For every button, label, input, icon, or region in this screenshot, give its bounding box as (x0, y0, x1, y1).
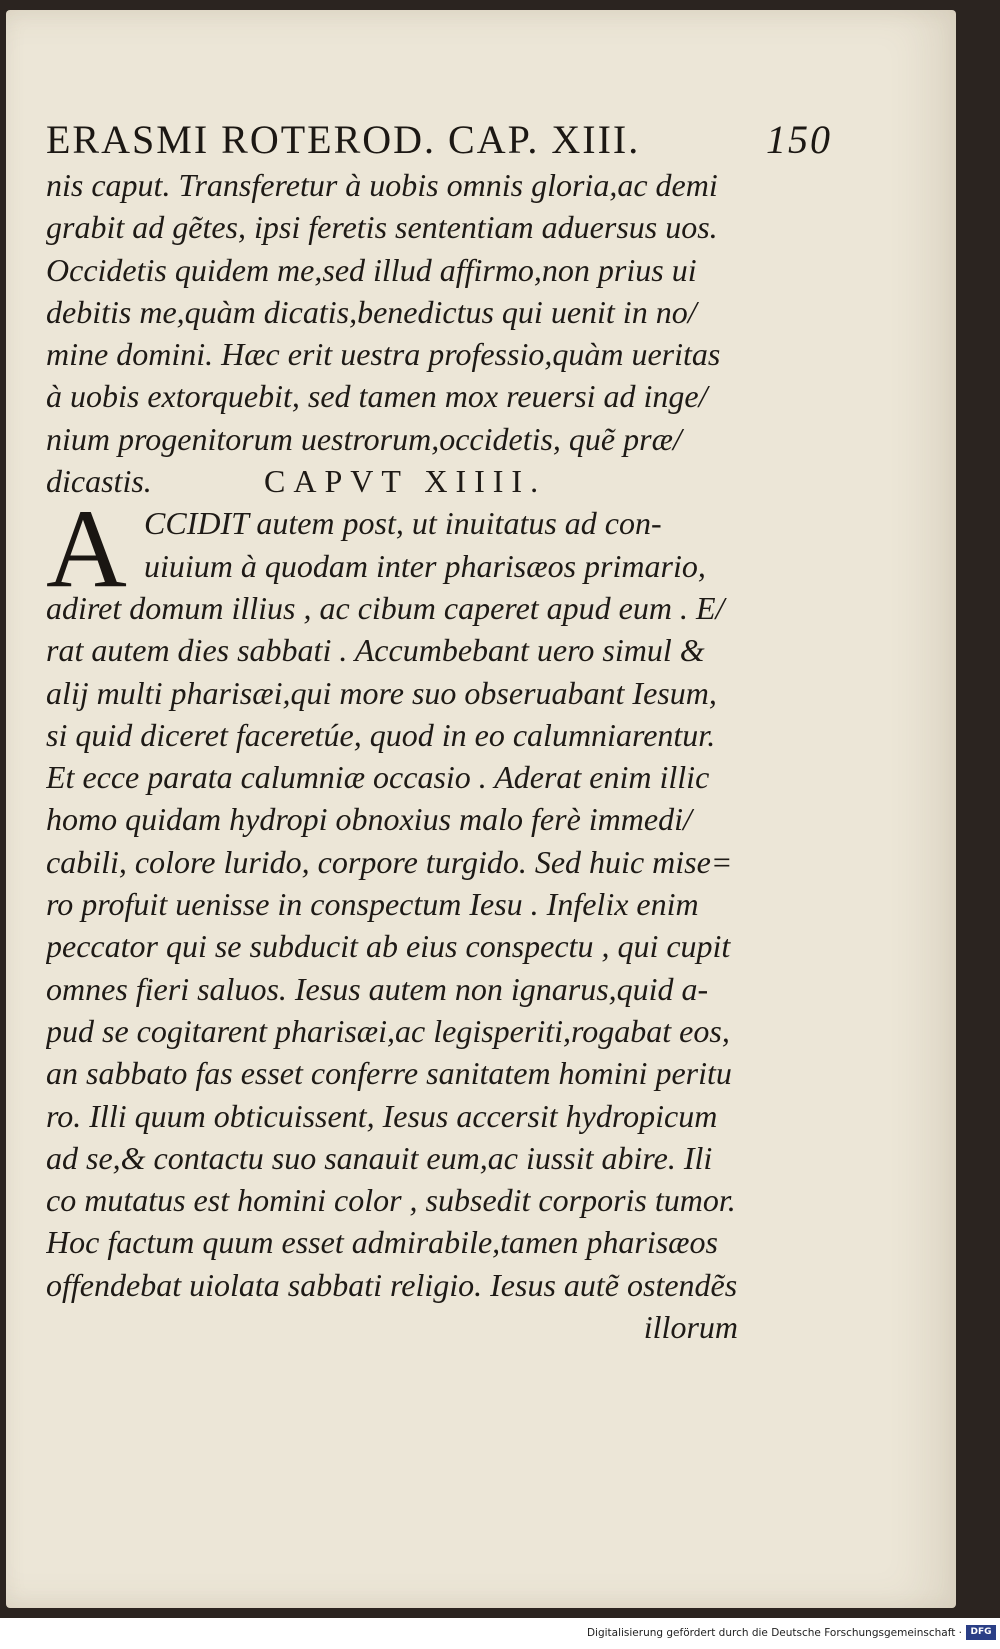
chapter-heading: CAPVT XIIII. (264, 463, 547, 500)
text-line: peccator qui se subducit ab eius conspectu , qui cupit (46, 928, 731, 965)
text-line: co mutatus est homini color , subsedit corporis tumor. (46, 1182, 736, 1219)
text-line: alij multi pharisæi,qui more suo obseruabant Iesum, (46, 674, 717, 711)
text-line: Occidetis quidem me,sed illud affirmo,non prius ui (46, 251, 697, 288)
text-line: ro profuit uenisse in conspectum Iesu . Infelix enim (46, 886, 699, 923)
text-line: si quid diceret faceretúe, quod in eo calumniarentur. (46, 716, 716, 753)
text-line: ad se,& contactu suo sanauit eum,ac iussit abire. Ili (46, 1139, 713, 1176)
text-line: an sabbato fas esset conferre sanitatem homini peritu (46, 1055, 732, 1092)
book-page (6, 10, 956, 1608)
text-line: omnes fieri saluos. Iesus autem non ignarus,quid a- (46, 970, 709, 1007)
text-line: offendebat uiolata sabbati religio. Iesus autẽ ostendẽs (46, 1266, 738, 1303)
digitization-footer (0, 1618, 1000, 1649)
funding-credit: Digitalisierung gefördert durch die Deutsche Forschungsgemeinschaft · (586, 1627, 962, 1639)
text-line: Hoc factum quum esset admirabile,tamen pharisæos (46, 1224, 718, 1261)
text-line: pud se cogitarent pharisæi,ac legisperiti,rogabat eos, (46, 1012, 730, 1049)
running-title: ERASMI ROTEROD. CAP. XIII. (46, 117, 641, 162)
text-line: CCIDIT autem post, ut inuitatus ad con- (144, 505, 662, 542)
text-line: dicastis. (46, 463, 152, 500)
dfg-logo[interactable]: DFG (966, 1625, 996, 1640)
text-line: grabit ad gẽtes, ipsi feretis sententiam aduersus uos. (46, 209, 718, 246)
text-line: adiret domum illius , ac cibum caperet apud eum . E/ (46, 589, 725, 626)
running-header (46, 118, 836, 162)
text-line: ro. Illi quum obticuissent, Iesus accersit hydropicum (46, 1097, 718, 1134)
chapter-heading-line (46, 460, 746, 502)
text-line: Et ecce parata calumniæ occasio . Aderat enim illic (46, 759, 710, 796)
text-line: nis caput. Transferetur à uobis omnis gloria,ac demi (46, 167, 718, 203)
page-number: 150 (766, 117, 832, 162)
text-line: homo quidam hydropi obnoxius malo ferè immedi/ (46, 801, 692, 838)
text-line: debitis me,quàm dicatis,benedictus qui uenit in no/ (46, 293, 697, 330)
text-line: nium progenitorum uestrorum,occidetis, quẽ præ/ (46, 420, 682, 457)
text-body (46, 164, 746, 1348)
text-line: mine domini. Hæc erit uestra professio,quàm ueritas (46, 336, 721, 373)
text-line: cabili, colore lurido, corpore turgido. Sed huic mise= (46, 843, 733, 880)
text-line: uiuium à quodam inter pharisæos primario, (144, 547, 706, 584)
catchword: illorum (643, 1309, 738, 1346)
text-line: rat autem dies sabbati . Accumbebant uero simul & (46, 632, 705, 669)
text-line: à uobis extorquebit, sed tamen mox reuersi ad inge/ (46, 378, 708, 415)
drop-cap: A (46, 487, 127, 612)
